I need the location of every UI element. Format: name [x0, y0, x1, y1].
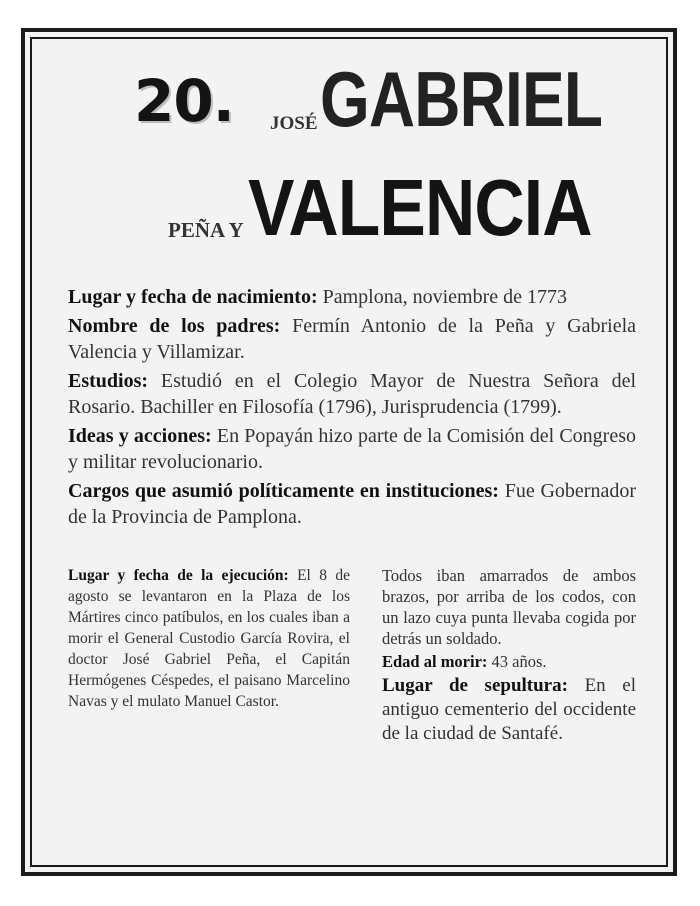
entry-number: 20.: [134, 67, 234, 135]
age-label: Edad al morir:: [382, 652, 488, 671]
positions-entry: [68, 478, 636, 530]
ideas-label: Ideas y acciones:: [68, 425, 212, 447]
birth-value: Pamplona, noviembre de 1773: [322, 286, 568, 308]
burial-entry: [382, 674, 636, 746]
execution-column: [68, 565, 350, 714]
title-middle-name: GABRIEL: [320, 55, 603, 143]
parents-entry: [68, 313, 636, 365]
ideas-entry: [68, 423, 636, 475]
birth-entry: [68, 284, 636, 310]
studies-label: Estudios:: [68, 370, 149, 392]
execution-entry: [68, 565, 350, 712]
age-entry: [382, 651, 636, 672]
age-value: 43 años.: [491, 652, 547, 671]
death-details-column: [382, 565, 636, 748]
title-connector: PEÑA Y: [168, 218, 244, 242]
execution-continuation: [382, 565, 636, 649]
execution-continuation-text: Todos iban amarrados de ambos brazos, por arriba de los codos, con un lazo cuya punta llevaba cogida por detrás un soldado.: [382, 566, 636, 648]
studies-value: Estudió en el Colegio Mayor de Nuestra Señora del Rosario. Bachiller en Filosofía (1796), Jurisprudencia (1799).: [68, 370, 636, 418]
biography-section: [68, 284, 636, 533]
birth-label: Lugar y fecha de nacimiento:: [68, 286, 318, 308]
execution-value: El 8 de agosto se levantaron en la Plaza de los Mártires cinco patíbulos, en los cuales iban a morir el General Custodio García Rovira, el doctor José Gabriel Peña, el Capitán Hermógenes Céspedes, el paisano Marcelino Navas y el mulato Manuel Castor.: [68, 567, 351, 710]
title-first-name: JOSÉ: [270, 113, 318, 134]
parents-label: Nombre de los padres:: [68, 315, 281, 337]
execution-label: Lugar y fecha de la ejecución:: [68, 567, 289, 584]
burial-value: En el antiguo cementerio del occidente de la ciudad de Santafé.: [382, 675, 636, 744]
parents-value: Fermín Antonio de la Peña y Gabriela Valencia y Villamizar.: [68, 315, 637, 363]
positions-value: Fue Gobernador de la Provincia de Pamplona.: [68, 480, 636, 528]
positions-label: Cargos que asumió políticamente en instituciones:: [68, 480, 499, 502]
ideas-value: En Popayán hizo parte de la Comisión del Congreso y militar revolucionario.: [68, 425, 637, 473]
studies-entry: [68, 368, 636, 420]
title-surname: VALENCIA: [248, 163, 592, 252]
burial-label: Lugar de sepultura:: [382, 675, 568, 696]
